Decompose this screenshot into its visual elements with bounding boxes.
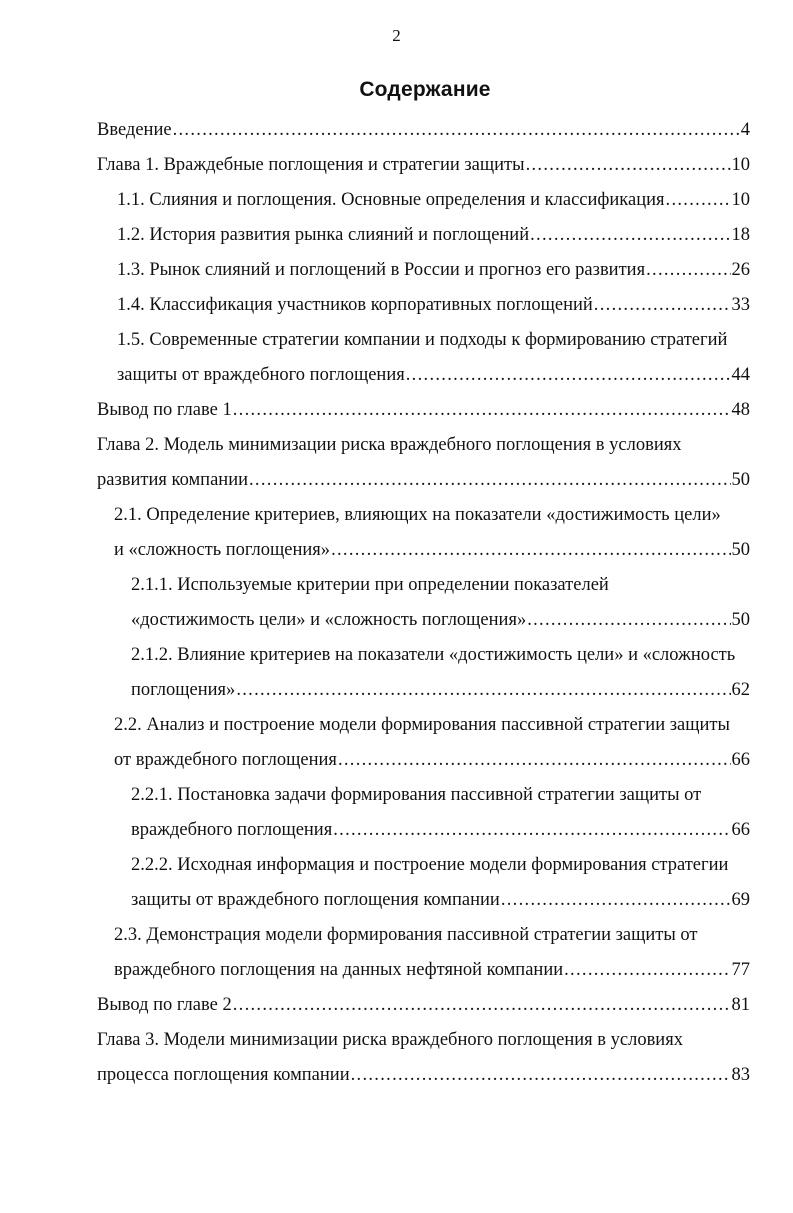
toc-entry-text: 2.1.1. Используемые критерии при определении показателей (131, 575, 609, 595)
toc-entry-text: Вывод по главе 2 (97, 995, 232, 1015)
toc-entry-page: 26 (731, 260, 750, 280)
toc-entry-text-cont: процесса поглощения компании (97, 1065, 350, 1085)
toc-entry-chapter-2[interactable] (97, 428, 682, 463)
toc-entry-1-3[interactable] (117, 253, 750, 288)
toc-entry-page: 10 (731, 190, 750, 210)
toc-entry-text-cont: поглощения» (131, 680, 236, 700)
toc-entry-page: 50 (731, 540, 750, 560)
toc-entry-text: Глава 2. Модель минимизации риска враждебного поглощения в условиях (97, 435, 682, 455)
dot-leader (526, 148, 731, 183)
toc-entry-1-5[interactable] (117, 323, 727, 358)
toc-entry-text-cont: и «сложность поглощения» (114, 540, 331, 560)
dot-leader (666, 183, 731, 218)
toc-entry-text: Вывод по главе 1 (97, 400, 232, 420)
toc-entry-chapter-3[interactable] (97, 1023, 683, 1058)
toc-entry-2-1-1[interactable] (131, 568, 609, 603)
dot-leader (233, 393, 731, 428)
toc-entry-1-2[interactable] (117, 218, 750, 253)
toc-entry-conclusion-2[interactable] (97, 988, 750, 1023)
toc-entry-chapter-3-cont[interactable] (97, 1058, 750, 1093)
dot-leader (530, 218, 730, 253)
toc-entry-text-cont: «достижимость цели» и «сложность поглощения» (131, 610, 527, 630)
dot-leader (501, 883, 731, 918)
toc-entry-2-2[interactable] (114, 708, 730, 743)
dot-leader (249, 463, 731, 498)
toc-entry-page: 18 (731, 225, 750, 245)
toc-entry-page: 44 (731, 365, 750, 385)
page-title: Содержание (359, 78, 491, 101)
toc-entry-page: 50 (731, 470, 750, 490)
toc-entry-2-2-2[interactable] (131, 848, 728, 883)
toc-entry-text-cont: защиты от враждебного поглощения (117, 365, 405, 385)
toc-entry-text-cont: развития компании (97, 470, 248, 490)
toc-entry-text: 1.2. История развития рынка слияний и поглощений (117, 225, 530, 245)
dot-leader (351, 1058, 731, 1093)
toc-entry-2-2-1[interactable] (131, 778, 701, 813)
toc-entry-text: Глава 1. Враждебные поглощения и стратегии защиты (97, 155, 525, 175)
toc-entry-2-1-1-cont[interactable] (131, 603, 750, 638)
toc-entry-text-cont: враждебного поглощения на данных нефтяной компании (114, 960, 564, 980)
toc-entry-text-cont: защиты от враждебного поглощения компании (131, 890, 500, 910)
dot-leader (594, 288, 731, 323)
dot-leader (331, 533, 730, 568)
toc-entry-1-1[interactable] (117, 183, 750, 218)
toc-entry-text: 2.1. Определение критериев, влияющих на показатели «достижимость цели» (114, 505, 721, 525)
toc-entry-text: 2.2.1. Постановка задачи формирования пассивной стратегии защиты от (131, 785, 702, 805)
dot-leader (173, 113, 740, 148)
toc-entry-2-2-cont[interactable] (114, 743, 750, 778)
toc-entry-2-1-2-cont[interactable] (131, 673, 750, 708)
toc-entry-page: 62 (731, 680, 750, 700)
toc-entry-page: 69 (731, 890, 750, 910)
toc-entry-page: 33 (731, 295, 750, 315)
toc-entry-text: Введение (97, 120, 172, 140)
dot-leader (338, 743, 731, 778)
toc-entry-2-1-2[interactable] (131, 638, 735, 673)
toc-entry-conclusion-1[interactable] (97, 393, 750, 428)
toc-entry-page: 66 (731, 750, 750, 770)
toc-entry-text: 1.1. Слияния и поглощения. Основные определения и классификация (117, 190, 665, 210)
toc-entry-2-3-cont[interactable] (114, 953, 750, 988)
toc-entry-text: 2.3. Демонстрация модели формирования пассивной стратегии защиты от (114, 925, 698, 945)
toc-entry-text: 2.2. Анализ и построение модели формирования пассивной стратегии защиты (114, 715, 730, 735)
toc-entry-page: 4 (740, 120, 750, 140)
dot-leader (406, 358, 731, 393)
toc-entry-chapter-1[interactable] (97, 148, 750, 183)
toc-entry-page: 81 (731, 995, 750, 1015)
toc-entry-text: 2.2.2. Исходная информация и построение модели формирования стратегии (131, 855, 729, 875)
dot-leader (236, 673, 730, 708)
toc-entry-page: 77 (731, 960, 750, 980)
toc-entry-2-1-cont[interactable] (114, 533, 750, 568)
toc-entry-text: 1.4. Классификация участников корпоративных поглощений (117, 295, 593, 315)
toc-entry-2-2-2-cont[interactable] (131, 883, 750, 918)
toc-entry-intro[interactable] (97, 113, 750, 148)
toc-entry-2-1[interactable] (114, 498, 721, 533)
toc-entry-text: Глава 3. Модели минимизации риска враждебного поглощения в условиях (97, 1030, 683, 1050)
dot-leader (646, 253, 730, 288)
toc-entry-page: 10 (731, 155, 750, 175)
dot-leader (564, 953, 730, 988)
toc-entry-text-cont: враждебного поглощения (131, 820, 333, 840)
toc-entry-1-5-cont[interactable] (117, 358, 750, 393)
toc-entry-page: 83 (731, 1065, 750, 1085)
toc-entry-2-3[interactable] (114, 918, 698, 953)
toc-entry-page: 50 (731, 610, 750, 630)
dot-leader (233, 988, 731, 1023)
dot-leader (333, 813, 730, 848)
toc-entry-chapter-2-cont[interactable] (97, 463, 750, 498)
toc-entry-text-cont: от враждебного поглощения (114, 750, 337, 770)
dot-leader (527, 603, 730, 638)
page-number: 2 (392, 26, 401, 45)
toc-entry-text: 1.5. Современные стратегии компании и подходы к формированию стратегий (117, 330, 728, 350)
toc-entry-page: 48 (731, 400, 750, 420)
toc-entry-text: 2.1.2. Влияние критериев на показатели «достижимость цели» и «сложность (131, 645, 736, 665)
toc-entry-1-4[interactable] (117, 288, 750, 323)
toc-entry-text: 1.3. Рынок слияний и поглощений в России и прогноз его развития (117, 260, 646, 280)
toc-entry-2-2-1-cont[interactable] (131, 813, 750, 848)
toc-entry-page: 66 (731, 820, 750, 840)
